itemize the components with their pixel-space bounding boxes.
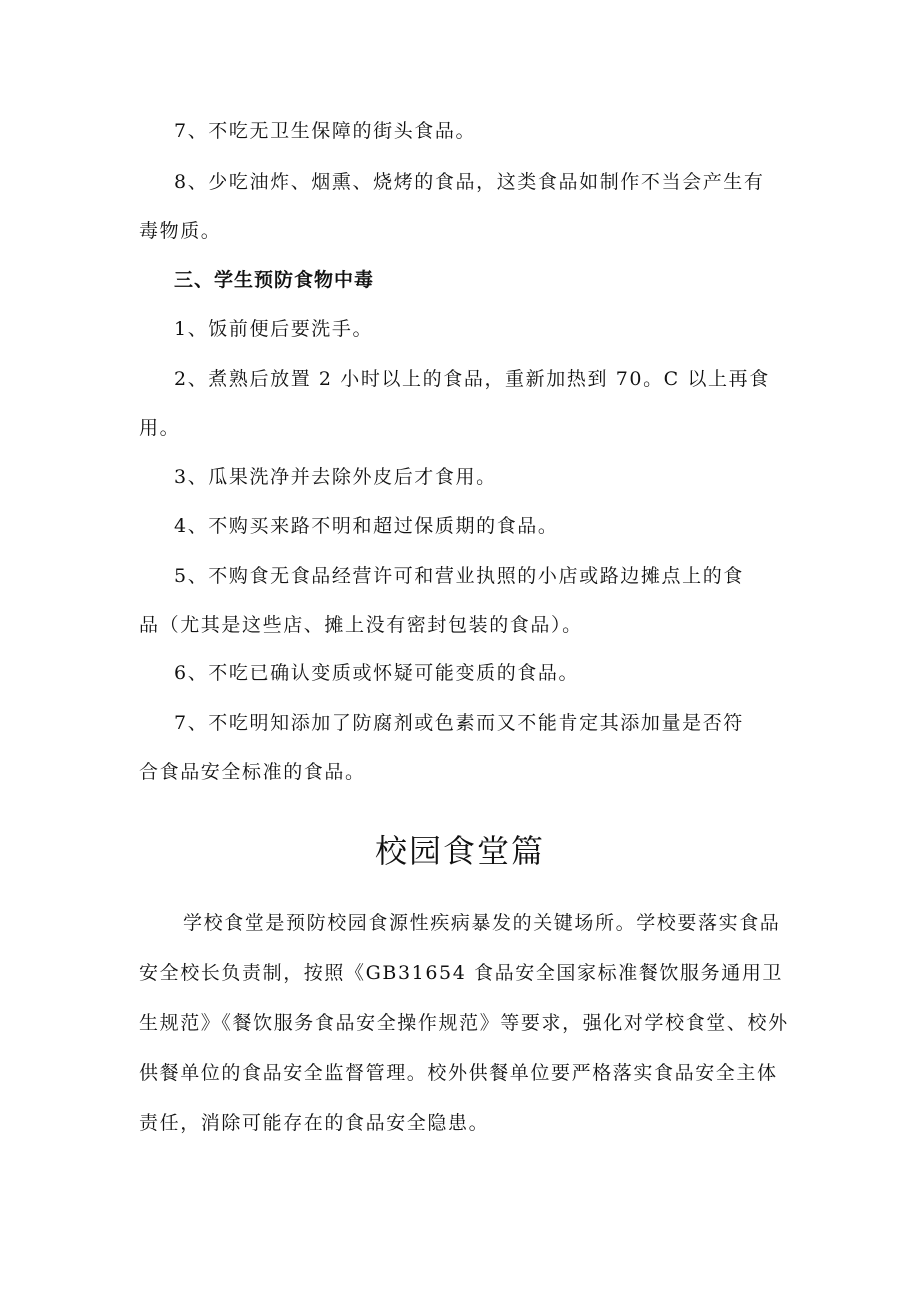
list-item-4: 4、不购买来路不明和超过保质期的食品。 [174,515,559,537]
list-item-5-line1: 5、不购食无食品经营许可和营业执照的小店或路边摊点上的食 [174,565,744,587]
list-item-2-line2: 用。 [139,417,181,439]
list-item-8-line2: 毒物质。 [139,220,222,242]
list-item-5-line2: 品（尤其是这些店、摊上没有密封包装的食品）。 [139,614,583,636]
chapter-title: 校园食堂篇 [374,832,545,870]
body-paragraph: 学校食堂是预防校园食源性疾病暴发的关键场所。学校要落实食品安全校长负责制，按照《GB31654 食品安全国家标准餐饮服务通用卫生规范》《餐饮服务食品安全操作规范》等要求，强化对学校食堂、校外供餐单位的食品安全监督管理。校外供餐单位要严格落实食品安全主体责任，消除可能存在的食品安全隐患。 [139,912,789,1134]
list-item-1: 1、饭前便后要洗手。 [174,318,374,340]
list-item-7-top: 7、不吃无卫生保障的街头食品。 [174,120,477,142]
list-item-3: 3、瓜果洗净并去除外皮后才食用。 [174,466,497,488]
section-heading: 三、学生预防食物中毒 [174,269,375,291]
list-item-2-line1: 2、煮熟后放置 2 小时以上的食品，重新加热到 70。C 以上再食 [174,368,770,390]
list-item-7-line2: 合食品安全标准的食品。 [139,761,366,783]
list-item-7-line1: 7、不吃明知添加了防腐剂或色素而又不能肯定其添加量是否符 [174,712,744,734]
list-item-8-line1: 8、少吃油炸、烟熏、烧烤的食品，这类食品如制作不当会产生有 [174,171,765,193]
list-item-6: 6、不吃已确认变质或怀疑可能变质的食品。 [174,662,580,684]
